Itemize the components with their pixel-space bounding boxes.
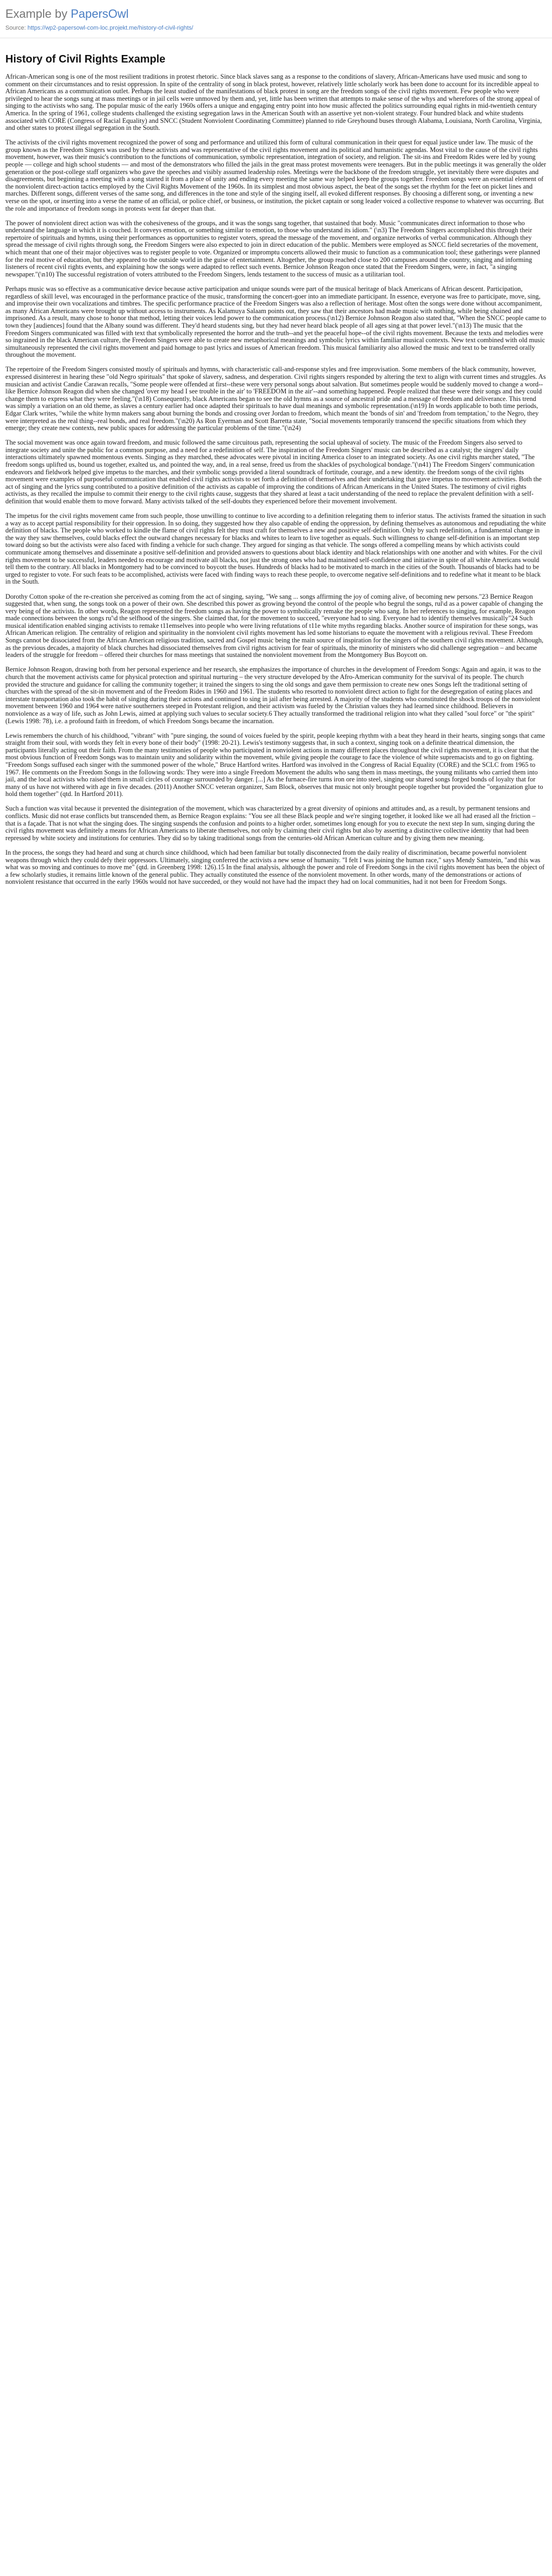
site-header — [0, 0, 552, 31]
document-body — [0, 53, 552, 886]
paragraph: The repertoire of the Freedom Singers consisted mostly of spirituals and hymns, with characteristic call-and-response styles and free improvisation. Some members of the black community, however, expressed disinterest in hearing these "old Negro spirituals" that spoke of slavery, sadness, and desperation. Civil rights singers responded by altering the text to align with current times and struggles. As musician and activist Candie Carawan recalls, "Some people were offended at first--these were very personal songs about salvation. But sometimes people would be suddenly moved to change a word--like Bernice Johnson Reagon did when she changed 'over my head I see trouble in the air' to 'FREEDOM in the air'--and something happened. People realized that these were their songs and they could change them to express what they were feeling."(\n18) Consequently, black Americans began to see the old hymns as a source of ancestral pride and a message of freedom and deliverance. This trend was simply a variation on an old theme, as slaves a century earlier had once adapted their spirituals to have dual meanings and symbolic representation.(\n19) In words applicable to both time periods, Edgar Clark writes, "while the white hymn makers sang about burning the bonds and crossing over Jordan to freedom, which meant the 'bonds of sin' and 'freedom from temptation,' to the Negro, they were interpreted as the real thing--real bonds, and real freedom."(\n20) As Ron Eyerman and Scott Barretta state, "Social movements temporarily transcend the specific situations from which they emerge; they create new contexts, new public spaces for addressing the particular problems of the time."(\n24) — [5, 365, 546, 432]
site-title-prefix: Example by — [5, 7, 71, 20]
paragraph: In the process, the songs they had heard and sung at church since childhood, which had been familiar but totally disconnected from the daily reality of discrimination, became powerful nonviolent weapons through which they could defy their oppressors. Ultimately, singing conferred the activists a new sense of humanity. "I felt I was joining the human race," says Mendy Samstein, "and this was what was so moving and continues to move me" (qtd. in Greenberg 1998: 126).15 In the final analysis, although the power and role of Freedom Songs in the civil rights movement has been the object of a few scholarly studies, it remains little known of the general public. They actually constituted the essence of the nonviolent movement. In other words, many of the demonstrations or actions of nonviolent resistance that occurred in the early 1960s would not have succeeded, or they would not have had the impact they had on local communities, had it not been for Freedom Songs. — [5, 848, 544, 886]
paragraph: Bernice Johnson Reagon, drawing both from her personal experience and her research, she emphasizes the importance of churches in the development of Freedom Songs: Again and again, it was to the church that the movement activists came for physical protection and spiritual nurturing – the very structure developed by the Afro-American community for the survival of its people. The church provided the structure and guidance for calling the community together; it trained the singers to sing the old songs and gave them permission to create new ones Songs left the traditional setting of churches with the spread of the sit-in movement and of the Freedom Rides in 1960 and 1961. The students who resorted to nonviolent direct action to fight for the desegregation of eating places and interstate transportation also took the habit of singing during their actions and continued to sing in jail after being arrested. A majority of the students who constituted the shock troops of the nonviolent movement between 1960 and 1964 were native southerners steeped in Protestant religion, and their activism was fueled by the Christian values they had learned since childhood. Believers in nonviolence as a way of life, such as John Lewis, aimed at applying such values to secular society.6 They actually transformed the traditional religion into what they called "soul force" or "the spirit" (Lewis 1998: 78), i.e. a profound faith in freedom, of which Freedom Songs became the incarnation. — [5, 666, 541, 725]
paragraph: Dorothy Cotton spoke of the re-creation she perceived as coming from the act of singing, saying, "We sang ... songs affirming the joy of coming alive, of becoming new persons."23 Bernice Reagon suggested that, when sung, the songs took on a power of their own. She described this power as growing beyond the control of the people who begrul the songs, rul\d as a power capable of changing the very being of the activists. In other words, Reagon represented the freedom songs as having the power to symbolically remake the people who sang. In her references to singing, for example, Reagon made connections between the songs ru'\d the selfhood of the singers. She claimed that, for the movement to succeed, "everyone had to sing. Everyone had to identify themselves musically"24 Such musical identification enabled singing activists to remake t11emselves into people who were living refutations of t11e white myths regarding blacks. Another source of inspiration for these songs, was African American religion. The centrality of religion and spirituality in the nonviolent civil rights movement has led some historians to equate the movement with a religious revival. These Freedom Songs cannot be dissociated from the African American religious tradition, sacred and Gospel music being the main source of inspiration for the singers of the southern civil rights movement. Although, as the previous decades, a majority of black churches had dissociated themselves from civil rights activism for fear of spirituals, the minority of ministers who did challenge segregation – and became leaders of the struggle for freedom – offered their churches for mass meetings that sustained the nonviolent movement from the Montgomery Bus Boycott on. — [5, 592, 543, 659]
paragraph: Such a function was vital because it prevented the disintegration of the movement, which was characterized by a great diversity of opinions and attitudes and, as a result, by permanent tensions and conflicts. Music did not erase conflicts but transcended them, as Bernice Reagon explains: "You see all these Black people and we're singing together, it looked like we all had erased all the friction – that is a façade. That is not what the singing does. The singing suspends the confusion and points to a higher order, sometimes long enough for you to execute the next step In sum, singing during the civil rights movement was definitely a means for African Americans to liberate themselves, not only by claiming their civil rights but also by asserting a distinctive collective identity that had been repressed by white society and institutions for centuries. They did so by taking traditional songs from the centuries-old African American culture and by giving them new meaning. — [5, 805, 536, 842]
paragraph: The power of nonviolent direct action was with the cohesiveness of the groups, and it was the songs sang together, that sustained that body. Music "communicates direct information to those who understand the language in which it is couched. It conveys emotion, or something similar to emotion, to those who understand its idiom." (\n3) The Freedom Singers accomplished this through their repertoire of spirituals and hymns, using their performances as opportunities to register voters, spread the message of the movement, and organize networks of verbal communication. Although they spread the message of civil rights through song, the Freedom Singers were also expected to join in direct education of the public. Members were employed as SNCC field secretaries of the movement, which meant that one of their major objectives was to register people to vote. Organized or impromptu concerts allowed their music to function as a communication tool; these gatherings were planned for the real motive of education, but they appeared to the outside world in the guise of entertainment. Altogether, the group reached close to 200 campuses around the country, singing and informing listeners of recent civil rights events, and explaining how the songs were adapted to reflect such events. Bernice Johnson Reagon once stated that the Freedom Singers, were, in fact, "a singing newspaper."(\n10) The successful registration of voters attributed to the Freedom Singers, lends testament to the success of music as a utilitarian tool. — [5, 219, 540, 278]
source-line — [5, 25, 552, 31]
paragraph: The social movement was once again toward freedom, and music followed the same circuitous path, representing the social upheaval of society. The music of the Freedom Singers also served to integrate society and unite the public for a common purpose, and a need for a redefinition of self. The inspiration of the Freedom Singers' music can be described as a catalyst; the singers' daily interactions ultimately spawned momentous events. Singing as they marched, these advocates were pivotal in inciting America closer to an integrated society. As one civil rights marcher stated, "The freedom songs uplifted us, bound us together, exalted us, and pointed the way, and, in a real sense, freed us from the shackles of psychological bondage."(\n41) The Freedom Singers' communication endeavors and fieldwork helped give impetus to the marches, and their symbolic songs provided a literal soundtrack of fortitude, courage, and a new identity. the freedom songs of the civil rights movement were examples of purposeful communication that enabled civil rights activists to set forth a definition of themselves and their undertaking that gave impetus to movement activities. Both the act of singing and the lyrics sung contributed to a positive definition of the activists as capable of improving the conditions of African Americans in the United States. The testimony of civil rights activists, as they recalled the impulse to commit their energy to the civil rights cause, suggests that they shared at least a tacit understanding of the need to replace the prevalent definition with a self-definition that would enable them to move forward. Many activists talked of the self-doubts they experienced before their movement involvement. — [5, 439, 542, 505]
document-title: History of Civil Rights Example — [5, 53, 165, 65]
brand-link[interactable]: PapersOwl — [71, 7, 129, 20]
paragraph: The impetus for the civil rights movement came from such people, those unwilling to continue to live according to a definition relegating them to inferior status. The activists framed the situation in such a way as to accept partial responsibility for their oppression. In so doing, they suggested how they also capable of ending the oppression, by defining themselves as autonomous and repudiating the white definition of blacks. The people who worked to kindle the flame of civil rights felt they must craft for themselves a new and positive self-definition. Only by such redefinition, a fundamental change in the way they saw themselves, could blacks effect the outward changes necessary for blacks and whites to learn to live together as equals. Such willingness to change self-definition is an important step toward doing so but the activists were also faced with finding a vehicle for such change. They argued for singing as that vehicle. The songs offered a compelling means by which activists could communicate among themselves and disseminate a positive self-definition and provided answers to questions about black identity and black relationships with one another and with whites. For the civil rights movement to be successful, leaders needed to encourage and motivate all blacks, not just the strong ones who had maintained self-confidence and initiative in spite of all white Americans would tell them to the contrary. All blacks in Montgomery had to be convinced to boycott the buses. Hundreds of blacks had to be motivated to march in the cities of the South. Thousands of blacks had to be urged to register to vote. For such feats to be accomplished, activists were faced with finding ways to reach these people, to overcome negative self-definitions and to redefine what it meant to be black in the South. — [5, 512, 546, 586]
page — [0, 0, 552, 886]
paragraph: African-American song is one of the most resilient traditions in protest rhetoric. Since black slaves sang as a response to the conditions of slavery, African-Americans have used music and song to comment on their circumstances and to resist oppression. In spite of the centrality of song in black protest, however, relatively little scholarly work has been done to account for its incredible appeal to African Americans as a communication outlet. Perhaps the least studied of the manifestations of black protest in song are the freedom songs of the civil rights movement. Few people who were privileged to hear the songs sung at mass meetings or in jail cells were unmoved by them and, yet, little has been written that attempts to make sense of the whys and wherefores of the strong appeal of singing to the activists who sang. The popular music of the early 1960s offers a unique and engaging entry point into how music affected the politics surrounding equal rights in mid-twentieth century America. In the spring of 1961, college students challenged the existing segregation laws in the American South with an assertive yet non-violent strategy. Four hundred black and white students associated with CORE (Congress of Racial Equality) and SNCC (Student Nonviolent Coordinating Committee) planned to ride Greyhound buses through Alabama, Louisiana, North Carolina, Virginia, and other states to protest illegal segregation in the South. — [5, 73, 542, 132]
paragraph: The activists of the civil rights movement recognized the power of song and performance and utilized this form of cultural communication in their quest for equal justice under law. The music of the group known as the Freedom Singers was used by these activists and was representative of the civil rights movement and its political and humanistic agendas. Most vital to the cause of the civil rights movement, however, was their music's contribution to the functions of communication, symbolic representation, integration of society, and religion. The sit-ins and Freedom Rides were led by young people — college and high school students — and most of the demonstrators who filled the jails in the great mass protest movements were teenagers. But in the public meetings it was generally the older generation or the post-college staff organizers who gave the speeches and visibly assumed leadership roles. Meetings were the backbone of the freedom struggle, yet inevitably there were disputes and disagreements, but beginning a meeting with a song started it from a place of unity and ending every meeting the same way helped keep the groups together. Freedom songs were an essential element of the nonviolent direct-action tactics employed by the Civil Rights Movement of the 1960s. In its simplest and most obvious aspect, the beat of the songs set the rhythm for the feet on picket lines and marches. Different songs, different verses of the same song, and differences in the tone and style of the singing itself, all evoked different responses. By choosing a different song, or inventing a new verse on the spot, or inserting into a verse the name of an official, or police chief, or business, or institution, the picket captain or song leader voiced a collective response to whatever was occurring. But the role and importance of freedom songs in protests went far deeper than that. — [5, 139, 547, 212]
site-title — [5, 6, 552, 22]
paragraph: Perhaps music was so effective as a communicative device because active participation and unique sounds were part of the musical heritage of black Americans of African descent. Participation, regardless of skill level, was encouraged in the performance practice of the music, transforming the concert-goer into an immediate participant. In essence, everyone was free to participate, move, sing, and improvise their own vocalizations and timbres. The specific performance practice of the Freedom Singers was also a reflection of heritage. Most often the songs were done without accompaniment, as many African Americans were brought up without access to instruments. As Kalamuya Salaam points out, they saw that their ancestors had made music with nothing, while being chained and imprisoned. As a result, many chose to honor that method, letting their voices lend power to the communication process.(\n12) Bernice Johnson Reagon also stated that, "When the SNCC people came to town they [audiences] found that the Albany sound was different. They'd heard students sing, but they had never heard black people of all ages sing at that power level."(\n13) The music that the Freedom Singers communicated was filled with text that symbolically represented the horror and the truth--and yet the peaceful hope--of the civil rights movement. Because the texts and melodies were so ingrained in the black American culture, the Freedom Singers were able to create new metaphorical meanings and symbolic lyrics within familiar musical contexts. New text combined with old music simultaneously represented the civil rights movement and paid homage to past lyrics and issues of American freedom. This musical familiarity also allowed the music and text to be transferred orally throughout the movement. — [5, 285, 547, 359]
paragraph: Lewis remembers the church of his childhood, "vibrant" with "pure singing, the sound of voices fueled by the spirit, people keeping rhythm with a beat they heard in their hearts, singing songs that came straight from their soul, with words they felt in every bone of their body" (1998: 20-21). Lewis's testimony suggests that, in such a context, singing took on a definite theatrical dimension, the participants literally acting out their faith. From the many testimonies of people who participated in nonviolent actions in many different places throughout the civil rights movement, it is clear that the most obvious function of Freedom Songs was to maintain unity and solidarity within the movement, while giving people the courage to face the violence of white supremacists and to go on fighting. "Freedom Songs suffused each singer with the summoned power of the whole," Bruce Hartford writes. Hartford was involved in the Congress of Racial Equality (CORE) and the SCLC from 1965 to 1967. He comments on the Freedom Songs in the following words: They were into a single Freedom Movement the adults who sang them in mass meetings, the young militants who carried them into jail, and the local activists who raised them in small circles of courage surrounded by danger. [...] As the furnace-fire turns iron ore into steel, singing our shared songs forged bonds of loyalty that for many of us have not withered with age in five decades. (2011) Another SNCC veteran organizer, Sam Block, observes that music not only brought people together but provided the "organization glue to hold them together" (qtd. In Hartford 2011). — [5, 731, 546, 798]
source-url-link[interactable]: https://wp2-papersowl-com-loc.projekt.me/history-of-civil-rights/ — [27, 25, 194, 31]
source-label: Source: — [5, 25, 27, 31]
